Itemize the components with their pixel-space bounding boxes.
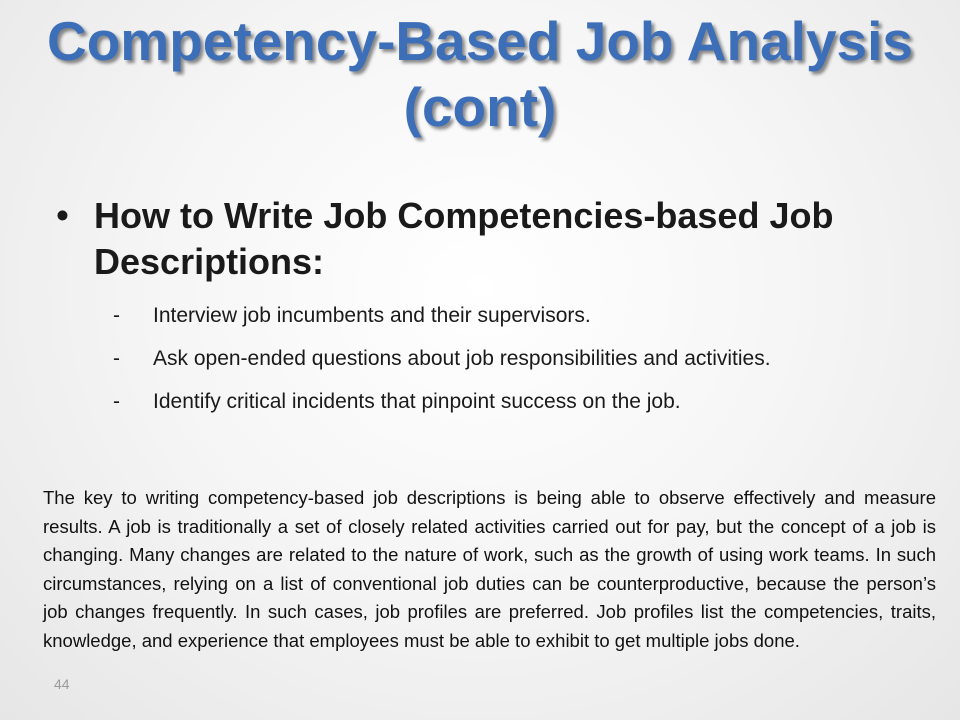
- list-item-text: Identify critical incidents that pinpoint success on the job.: [153, 390, 681, 413]
- list-item-text: Ask open-ended questions about job responsibilities and activities.: [153, 347, 771, 370]
- dash-marker: -: [113, 304, 120, 327]
- main-bullet: [56, 193, 916, 285]
- page-number: 44: [54, 676, 70, 692]
- list-item: [113, 345, 833, 373]
- bullet-marker: •: [56, 195, 69, 236]
- bullet-heading: How to Write Job Competencies-based Job Descriptions:: [94, 195, 834, 282]
- list-item: [113, 388, 833, 416]
- sub-bullet-list: [113, 302, 833, 431]
- slide-title: Competency-Based Job Analysis (cont): [46, 10, 913, 138]
- dash-marker: -: [113, 390, 120, 413]
- list-item: [113, 302, 833, 330]
- list-item-text: Interview job incumbents and their supervisors.: [153, 304, 591, 327]
- body-paragraph: The key to writing competency-based job descriptions is being able to observe effectively and measure results. A job is traditionally a set of closely related activities carried out for pay, but the concept of a job is changing. Many changes are related to the nature of work, such as the growth of using work teams. In such circumstances, relying on a list of conventional job duties can be counterproductive, because the person’s job changes frequently. In such cases, job profiles are preferred. Job profiles list the competencies, traits, knowledge, and experience that employees must be able to exhibit to get multiple jobs done.: [43, 487, 936, 651]
- dash-marker: -: [113, 347, 120, 370]
